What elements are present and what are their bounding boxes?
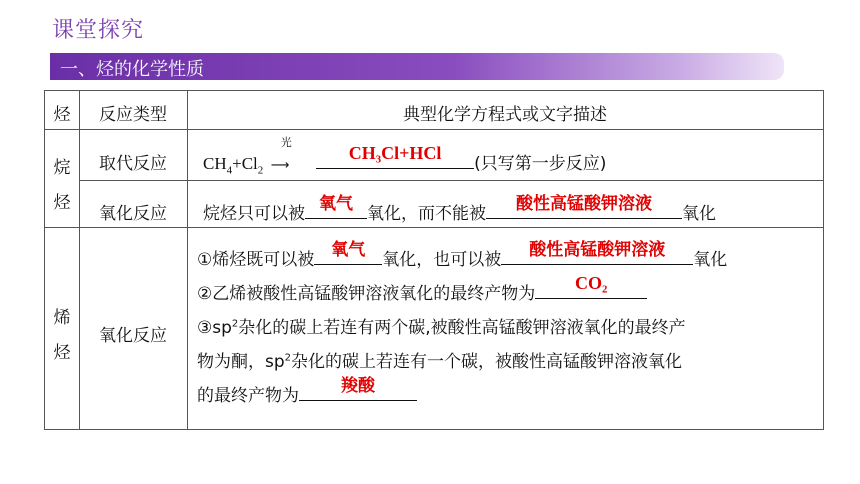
answer-blank	[535, 273, 647, 299]
answer-oxygen: 氧气	[331, 240, 366, 260]
alkane-oxidation-text	[203, 194, 813, 224]
text-segment: 烷烃只可以被	[203, 204, 305, 224]
equation-reactants: $CH_4+Cl_2$	[203, 154, 264, 177]
page-title: 课堂探究	[52, 18, 145, 43]
line-3: $③sp^2$杂化的碳上若连有两个碳,被酸性高锰酸钾溶液氧化的最终产	[197, 318, 686, 338]
header-cell-hydrocarbon: 烃	[53, 105, 71, 125]
answer-kmno4: 酸性高锰酸钾溶液	[529, 240, 666, 260]
section-title: 一、烃的化学性质	[60, 59, 204, 80]
answer-products: CH₃Cl+HCl	[348, 143, 442, 163]
text-segment: 氧化	[682, 204, 716, 224]
divider	[45, 227, 823, 228]
answer-blank	[486, 194, 682, 219]
header-cell-description: 典型化学方程式或文字描述	[403, 105, 607, 125]
answer-blank	[314, 240, 382, 265]
answer-co2: CO₂	[575, 273, 608, 293]
answer-carboxylic-acid: 羧酸	[341, 376, 375, 396]
alkene-label-2: 烃	[53, 343, 71, 363]
line-2: ②乙烯被酸性高锰酸钾溶液氧化的最终产物为 CO₂	[197, 279, 647, 304]
reaction-arrow	[270, 136, 309, 174]
alkane-label-1: 烷	[53, 158, 71, 178]
divider	[79, 91, 80, 429]
reaction-type-oxidation: 氧化反应	[99, 326, 167, 346]
line-4: 物为酮，$sp^2$杂化的碳上若连有一个碳，被酸性高锰酸钾溶液氧化	[197, 352, 683, 372]
answer-kmno4: 酸性高锰酸钾溶液	[516, 194, 652, 214]
text-segment: 氧化，而不能被	[367, 204, 486, 224]
divider	[79, 180, 823, 181]
answer-blank	[501, 240, 693, 265]
alkene-label-1: 烯	[53, 308, 71, 328]
header-cell-reaction-type: 反应类型	[99, 105, 167, 125]
section-banner	[50, 53, 784, 80]
line-5: 的最终产物为 羧酸	[197, 381, 417, 406]
divider	[45, 129, 823, 130]
reaction-type-substitution: 取代反应	[99, 154, 167, 174]
substitution-equation	[203, 136, 803, 177]
condition-light: 光	[280, 136, 292, 149]
substitution-note: (只写第一步反应)	[474, 154, 607, 174]
arrow-icon: ⟶	[270, 158, 290, 173]
alkane-label-2: 烃	[53, 193, 71, 213]
line-1: ①烯烃既可以被 氧气 氧化，也可以被 酸性高锰酸钾溶液 氧化	[197, 245, 727, 270]
reaction-type-oxidation: 氧化反应	[99, 204, 167, 224]
answer-blank	[299, 376, 417, 401]
answer-blank	[316, 143, 474, 169]
answer-oxygen: 氧气	[319, 194, 353, 214]
divider	[187, 91, 188, 429]
chemistry-table	[44, 90, 824, 430]
answer-blank	[305, 194, 367, 219]
alkene-oxidation-text	[197, 229, 817, 427]
